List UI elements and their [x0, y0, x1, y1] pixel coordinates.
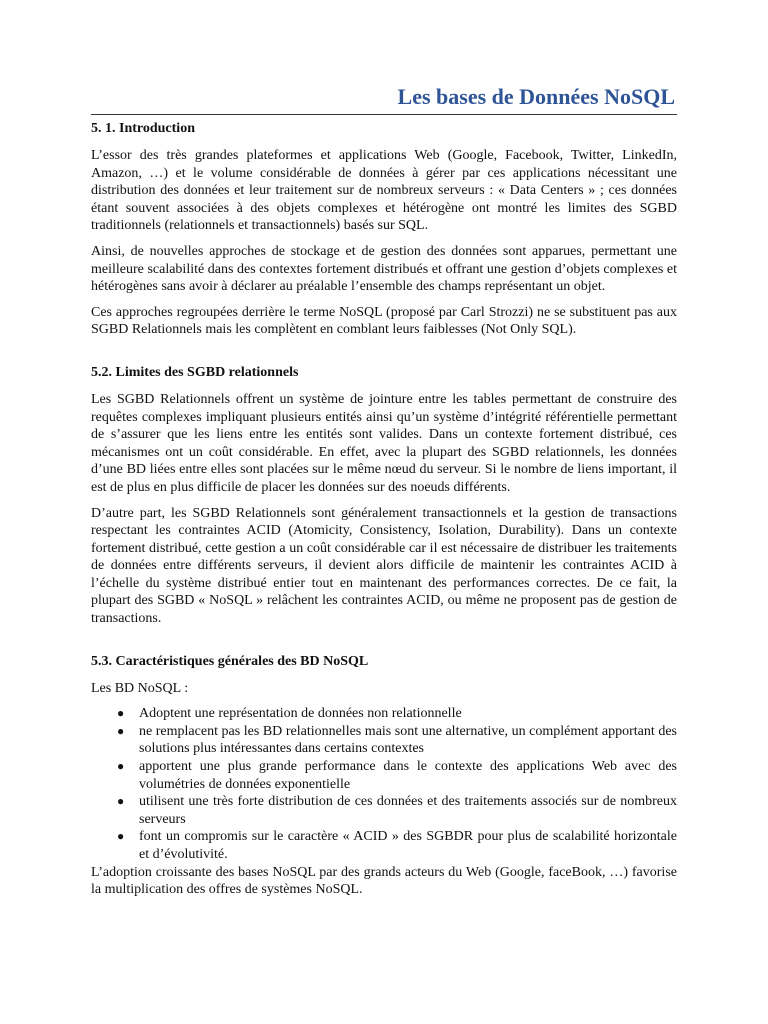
section-heading-limits: 5.2. Limites des SGBD relationnels [91, 364, 299, 380]
bullet-icon: ● [117, 829, 125, 844]
section-heading-introduction: 5. 1. Introduction [91, 121, 195, 136]
closing-paragraph: L’adoption croissante des bases NoSQL par des grands acteurs du Web (Google, faceBook, …) favorise la multiplication des offres de systèmes NoSQL. [91, 864, 677, 898]
paragraph: Ainsi, de nouvelles approches de stockage et de gestion des données sont apparues, permettant une meilleure scalabilité dans des contextes fortement distribués et offrant une gestion d’objets complexes et hétérogènes sans avoir à déclarer au préalable l’ensemble des champs représentant un objet. [91, 243, 677, 295]
list-item [91, 793, 677, 828]
characteristics-list [91, 705, 677, 863]
paragraph: Ces approches regroupées derrière le terme NoSQL (proposé par Carl Strozzi) ne se substituent pas aux SGBD Relationnels mais les complètent en comblant leurs faiblesses (Not Only SQL). [91, 304, 677, 338]
list-intro: Les BD NoSQL : [91, 680, 189, 696]
paragraph: Les SGBD Relationnels offrent un système de jointure entre les tables permettant de construire des requêtes complexes impliquant plusieurs entités ainsi qu’un système d’intégrité référentielle permettant de s’assurer que les liens entre les entités sont valides. Dans un contexte fortement distribué, ces mécanismes ont un coût considérable. En effet, avec la plupart des SGBD relationnels, les données d’une BD liées entre elles sont placées sur le même nœud du serveur. Si le nombre de liens important, il est de plus en plus difficile de placer les données sur des noeuds différents. [91, 391, 677, 495]
list-item [91, 723, 677, 758]
list-item [91, 828, 677, 863]
header-divider [91, 114, 677, 115]
list-item-text: Adoptent une représentation de données non relationnelle [139, 706, 462, 722]
bullet-icon: ● [117, 706, 125, 721]
list-item-text: apportent une plus grande performance dans le contexte des applications Web avec des volumétries de données exponentielle [139, 759, 677, 792]
paragraph: L’essor des très grandes plateformes et applications Web (Google, Facebook, Twitter, LinkedIn, Amazon, …) et le volume considérable de données à gérer par ces applications nécessitant une distribution des données et leur traitement sur de nombreux serveurs : « Data Centers » ; ces données étant souvent associées à des objets complexes et hétérogène ont montré les limites des SGBD traditionnels (relationnels et transactionnels) basés sur SQL. [91, 148, 677, 234]
section-heading-characteristics: 5.3. Caractéristiques générales des BD NoSQL [91, 653, 369, 669]
list-item-text: font un compromis sur le caractère « ACID » des SGBDR pour plus de scalabilité horizontale et d’évolutivité. [139, 829, 677, 862]
list-item [91, 758, 677, 793]
document-title: Les bases de Données NoSQL [397, 84, 675, 109]
document-page [91, 82, 677, 899]
bullet-icon: ● [117, 759, 125, 774]
list-item-text: utilisent une très forte distribution de ces données et des traitements associés sur de nombreux serveurs [139, 794, 677, 827]
list-item-text: ne remplacent pas les BD relationnelles mais sont une alternative, un complément apportant des solutions plus intéressantes dans certains contextes [139, 723, 677, 757]
paragraph: D’autre part, les SGBD Relationnels sont généralement transactionnels et la gestion de transactions respectant les contraintes ACID (Atomicity, Consistency, Isolation, Durability). Dans un contexte fortement distribué, cette gestion a un coût considérable car il est nécessaire de distribuer les traitements de données entre différents serveurs, il devient alors difficile de maintenir les contraintes ACID à l’échelle du système distribué entier tout en maintenant des performances correctes. De ce fait, la plupart des SGBD « NoSQL » relâchent les contraintes ACID, ou même ne proposent pas de gestion de transactions. [91, 505, 677, 627]
bullet-icon: ● [117, 794, 125, 809]
list-item [91, 705, 677, 723]
bullet-icon: ● [117, 723, 125, 738]
